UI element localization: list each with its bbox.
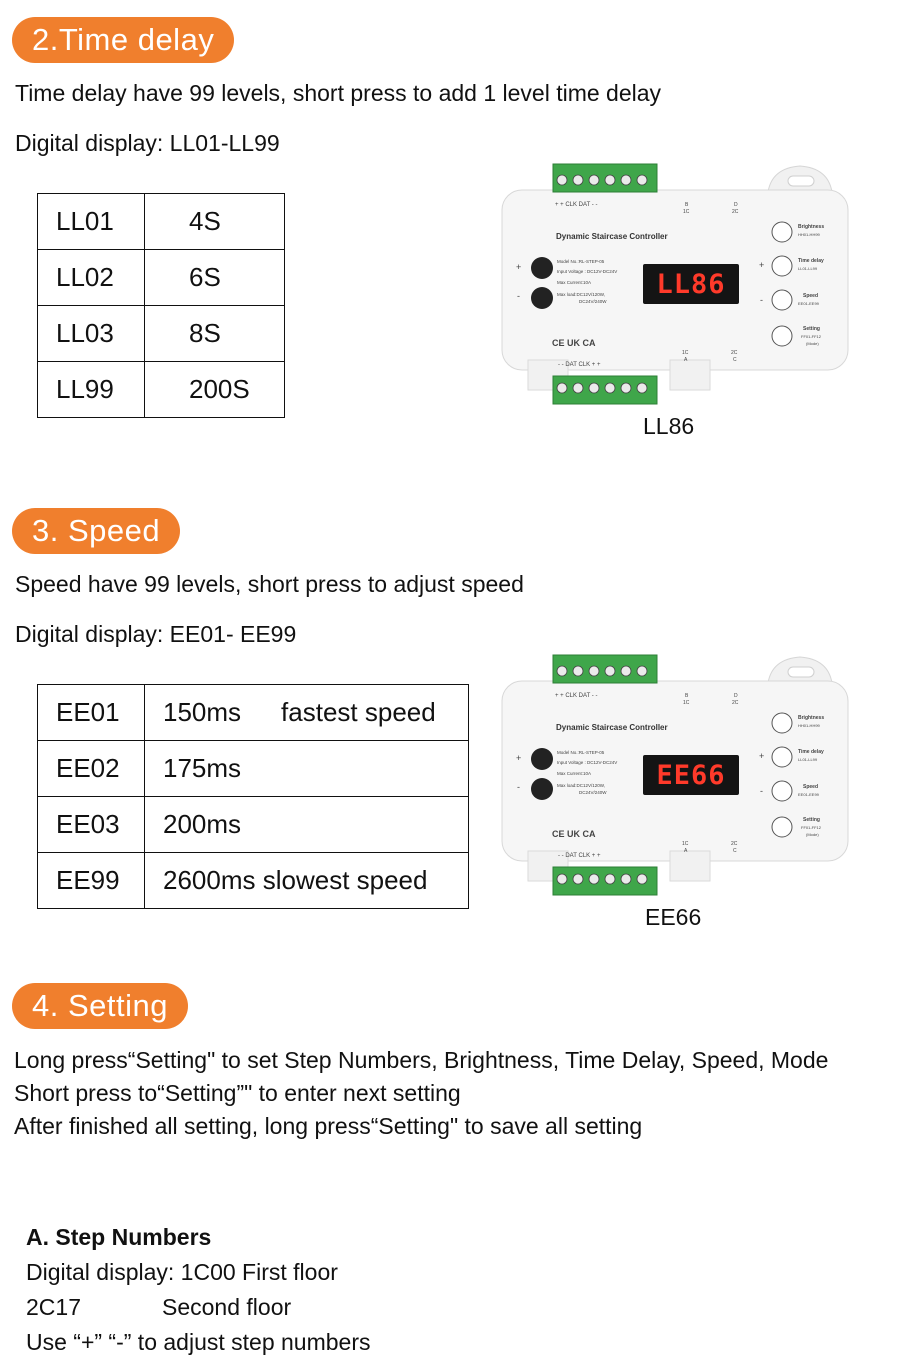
step-numbers-title: A. Step Numbers [26, 1224, 212, 1250]
label-top-1c: 1C [683, 209, 690, 215]
speed-description: Speed have 99 levels, short press to adjust speed [15, 571, 524, 597]
table-row [38, 362, 285, 418]
label-bottom-2c: 2C [731, 841, 738, 847]
max-load-2: DC24V/240W [579, 299, 607, 304]
svg-text:+: + [759, 751, 765, 761]
model-number: Model No.:RL-STEP-05 [557, 750, 605, 755]
svg-text:-: - [517, 782, 520, 792]
setting-line: Short press to“Setting”" to enter next setting [14, 1080, 461, 1106]
speed-display-range: Digital display: EE01- EE99 [15, 621, 297, 647]
svg-text:+: + [516, 753, 522, 763]
controller-title: Dynamic Staircase Controller [556, 723, 668, 732]
section-heading-setting: 4. Setting [12, 983, 188, 1029]
table-cell-code: EE99 [38, 853, 145, 909]
svg-text:-: - [517, 291, 520, 301]
input-voltage: Input Voltage : DC12V-DC24V [557, 760, 618, 765]
table-row [38, 250, 285, 306]
setting-line: Long press“Setting" to set Step Numbers, Brightness, Time Delay, Speed, Mode [14, 1047, 829, 1073]
display-digits: EE66 [656, 760, 726, 791]
button-sublabel: (Mode) [806, 832, 819, 837]
table-cell-code: LL03 [38, 306, 145, 362]
table-cell-value: 4S [145, 194, 285, 250]
time-delay-table [37, 193, 285, 418]
terminal-block-top [553, 655, 657, 683]
controller-image-speed [500, 651, 852, 901]
table-cell-value: 6S [145, 250, 285, 306]
terminal-block-bottom [553, 867, 657, 895]
controller-title: Dynamic Staircase Controller [556, 232, 668, 241]
label-bottom-c: C [733, 848, 737, 854]
controller-image-time-delay [500, 160, 852, 410]
table-row [38, 853, 469, 909]
time-delay-description: Time delay have 99 levels, short press to add 1 level time delay [15, 80, 662, 106]
image-caption-speed: EE66 [645, 904, 702, 930]
label-bottom-1c: 1C [682, 350, 689, 356]
max-load: Max load:DC12V/120W, [557, 783, 606, 788]
step-numbers-line: Use “+” “-” to adjust step numbers [26, 1329, 371, 1355]
setting-line: After finished all setting, long press“Setting" to save all setting [14, 1113, 643, 1139]
brand-logo-icon [531, 257, 553, 279]
table-row [38, 685, 469, 741]
button-label: Brightness [798, 715, 825, 721]
speed-table [37, 684, 469, 909]
table-cell-value: 200ms [145, 797, 469, 853]
label-bottom-2c: 2C [731, 350, 738, 356]
step-numbers-label: Second floor [162, 1294, 292, 1320]
max-load: Max load:DC12V/120W, [557, 292, 606, 297]
section-heading-speed: 3. Speed [12, 508, 180, 554]
button-sublabel: FF01-FF12 [801, 825, 822, 830]
time-delay-button[interactable] [772, 747, 792, 767]
svg-text:+: + [516, 262, 522, 272]
button-sublabel: LL01-LL99 [798, 266, 818, 271]
brightness-button[interactable] [772, 713, 792, 733]
label-bottom-c: C [733, 357, 737, 363]
svg-text:-: - [760, 295, 763, 305]
speed-button[interactable] [772, 290, 792, 310]
label-top-d: D [734, 202, 738, 208]
label-bottom-1c: 1C [682, 841, 689, 847]
brand-logo-icon [531, 287, 553, 309]
svg-text:-: - [760, 786, 763, 796]
label-bottom-a: A [684, 357, 688, 363]
label-top-1c: 1C [683, 700, 690, 706]
svg-text:+: + [759, 260, 765, 270]
table-cell-code: LL02 [38, 250, 145, 306]
label-bottom-a: A [684, 848, 688, 854]
terminal-block-top [553, 164, 657, 192]
button-sublabel: (Mode) [806, 341, 819, 346]
terminal-block-bottom [553, 376, 657, 404]
label-top-terminals: + + CLK DAT - - [555, 202, 598, 208]
table-cell-value: 8S [145, 306, 285, 362]
table-cell-code: EE02 [38, 741, 145, 797]
input-voltage: Input Voltage : DC12V-DC24V [557, 269, 618, 274]
max-load-2: DC24V/240W [579, 790, 607, 795]
speed-value: 150ms [163, 697, 242, 727]
max-current: Max Current:10A [557, 280, 592, 285]
table-row [38, 306, 285, 362]
brand-logo-icon [531, 748, 553, 770]
label-bottom-terminals: - - DAT CLK + + [558, 362, 601, 368]
button-label: Brightness [798, 224, 825, 230]
label-top-d: D [734, 693, 738, 699]
label-top-b: B [685, 202, 689, 208]
table-cell-code: EE01 [38, 685, 145, 741]
button-sublabel: HH01-HH99 [798, 232, 820, 237]
button-sublabel: LL01-LL99 [798, 757, 818, 762]
speed-button[interactable] [772, 781, 792, 801]
section-heading-time-delay: 2.Time delay [12, 17, 234, 63]
table-row [38, 194, 285, 250]
table-cell-code: LL99 [38, 362, 145, 418]
time-delay-button[interactable] [772, 256, 792, 276]
label-top-2c: 2C [732, 209, 739, 215]
label-top-2c: 2C [732, 700, 739, 706]
step-numbers-line: Digital display: 1C00 First floor [26, 1259, 338, 1285]
button-label: Setting [803, 326, 820, 332]
time-delay-display-range: Digital display: LL01-LL99 [15, 130, 280, 156]
button-label: Speed [803, 293, 819, 299]
label-top-b: B [685, 693, 689, 699]
model-number: Model No.:RL-STEP-05 [557, 259, 605, 264]
button-sublabel: EE01-EE99 [798, 301, 819, 306]
button-label: Time delay [798, 749, 824, 755]
step-numbers-code: 2C17 [26, 1294, 81, 1320]
speed-note: fastest speed [281, 697, 436, 727]
table-cell-value: 2600ms slowest speed [145, 853, 469, 909]
button-label: Speed [803, 784, 819, 790]
max-current: Max Current:10A [557, 771, 592, 776]
table-cell-value: 200S [145, 362, 285, 418]
table-cell-code: EE03 [38, 797, 145, 853]
image-caption-time-delay: LL86 [643, 413, 695, 439]
setting-button[interactable] [772, 326, 792, 346]
display-digits: LL86 [656, 269, 726, 300]
button-label: Setting [803, 817, 820, 823]
button-label: Time delay [798, 258, 824, 264]
button-sublabel: EE01-EE99 [798, 792, 819, 797]
table-cell-code: LL01 [38, 194, 145, 250]
table-row [38, 797, 469, 853]
setting-button[interactable] [772, 817, 792, 837]
button-sublabel: HH01-HH99 [798, 723, 820, 728]
label-top-terminals: + + CLK DAT - - [555, 693, 598, 699]
table-row [38, 741, 469, 797]
table-cell-value: 175ms [145, 741, 469, 797]
brightness-button[interactable] [772, 222, 792, 242]
cert-marks: CE UK CA [552, 829, 596, 839]
table-cell-value [145, 685, 469, 741]
brand-logo-icon [531, 778, 553, 800]
label-bottom-terminals: - - DAT CLK + + [558, 853, 601, 859]
cert-marks: CE UK CA [552, 338, 596, 348]
button-sublabel: FF01-FF12 [801, 334, 822, 339]
